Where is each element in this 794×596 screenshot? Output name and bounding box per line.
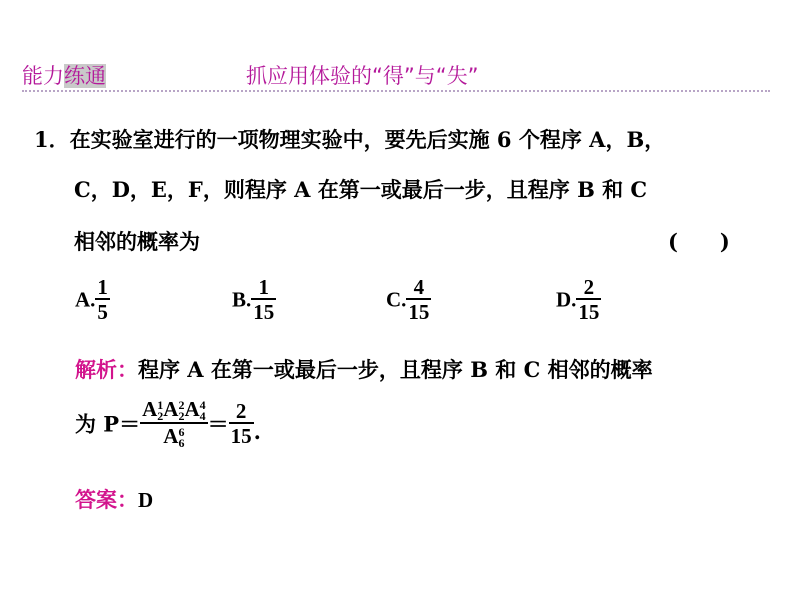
solution-line-1 [75,354,653,384]
question-line-1 [34,124,665,154]
permutation-fraction [140,398,208,449]
fraction-numerator: 4 [413,275,425,299]
answer-line [75,484,153,514]
option-letter: B. [232,287,252,312]
option-fraction [95,276,110,324]
result-fraction [229,400,254,448]
fraction-denominator: 15 [253,300,275,324]
fraction-denominator: 15 [408,300,430,324]
solution-text: 程序 A 在第一或最后一步，且程序 B 和 C 相邻的概率 [138,357,653,382]
option-fraction [406,276,431,324]
section-label [22,60,106,90]
answer-value: D [138,488,154,512]
option-fraction [251,276,276,324]
question-text-1: 在实验室进行的一项物理实验中，要先后实施 6 个程序 A，B， [69,127,666,152]
answer-paren: ( ) [668,229,730,254]
option-c [386,276,431,324]
section-title: 抓应用体验的“得”与“失” [246,64,479,88]
section-header [22,60,770,94]
option-d [556,276,601,324]
solution-label: 解析： [75,357,138,382]
option-letter: D. [556,287,577,312]
section-label-prefix: 能力 [22,64,64,88]
fraction-numerator: 2 [583,275,595,299]
option-a [75,276,110,324]
formula-prefix: 为 P＝ [75,411,141,437]
option-letter: A. [75,287,96,312]
question-line-3: 相邻的概率为 [74,229,200,254]
permutation-numerator: A 1 2 A 2 2 A 4 4 [142,397,206,423]
formula-equals: ＝ [207,411,229,437]
formula-period: . [253,419,261,444]
option-letter: C. [386,287,407,312]
section-label-highlight: 练通 [64,64,106,88]
dotted-divider [22,90,770,92]
solution-formula [75,398,261,449]
question-number: 1． [34,127,70,152]
permutation-denominator: A 6 6 [140,422,208,449]
result-numerator: 2 [235,398,247,423]
fraction-numerator: 1 [97,275,108,299]
option-fraction [576,276,601,324]
result-denominator: 15 [230,423,252,448]
fraction-denominator: 5 [97,300,108,324]
question-line-2: C，D，E，F，则程序 A 在第一或最后一步，且程序 B 和 C [74,177,648,202]
answer-label: 答案： [75,487,138,512]
fraction-numerator: 1 [258,275,270,299]
fraction-denominator: 15 [578,300,600,324]
option-b [232,276,276,324]
